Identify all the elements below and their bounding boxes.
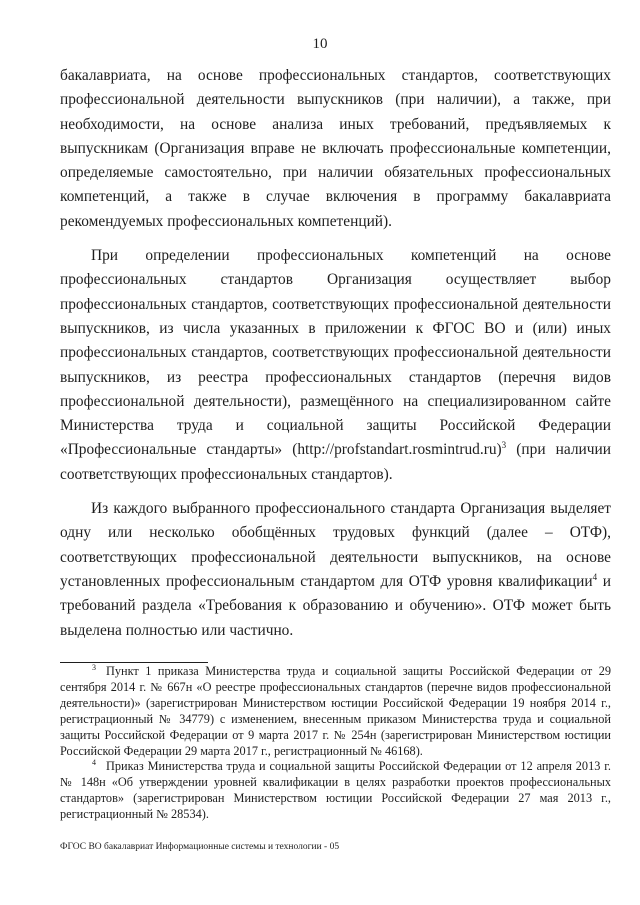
footnote-number: 3 [92, 663, 96, 672]
footnote-number: 4 [92, 758, 96, 768]
paragraph [60, 497, 611, 643]
footnotes [60, 664, 611, 823]
paragraph-text: Из каждого выбранного профессионального стандарта Организация выделяет одну или несколько обобщённых трудовых функций (далее – ОТФ), соответствующих профессиональной деятельности выпускников, на основе установленных профессиональным стандартом для ОТФ уровня квалификации [60, 500, 611, 590]
footnote-ref: 3 [501, 440, 507, 451]
footnote [60, 759, 611, 823]
paragraph-text: При определении профессиональных компетенций на основе профессиональных стандартов Организация осуществляет выбор профессиональных стандартов, соответствующих профессиональной деятельности выпускников, из числа указанных в приложении к ФГОС ВО и (или) иных профессиональных стандартов, соответствующих профессиональной деятельности выпускников, из реестра профессиональных стандартов (перечня видов профессиональной деятельности), размещённого на специализированном сайте Министерства труда и социальной защиты Российской Федерации «Профессиональные стандарты» (http://profstandart.rosmintrud.ru) [60, 247, 611, 459]
main-text [60, 64, 611, 643]
footnote-separator [60, 662, 208, 663]
footnote-text: Пункт 1 приказа Министерства труда и социальной защиты Российской Федерации от 29 сентября 2014 г. № 667н «О реестре профессиональных стандартов (перечне видов профессиональной деятельности)» (зарегистрирован Министерством юстиции Российской Федерации 19 ноября 2014 г., регистрационный № 34779) с изменением, внесенным приказом Министерства труда и социальной защиты Российской Федерации от 9 марта 2017 г. № 254н (зарегистрирован Министерством юстиции Российской Федерации 29 марта 2017 г., регистрационный № 46168). [60, 664, 611, 758]
paragraph-text: бакалавриата, на основе профессиональных стандартов, соответствующих профессиональной деятельности выпускников (при наличии), а также, при необходимости, на основе анализа иных требований, предъявляемых к выпускникам (Организация вправе не включать профессиональные компетенции, определяемые самостоятельно, при наличии обязательных профессиональных компетенций, а также в случае включения в программу бакалавриата рекомендуемых профессиональных компетенций). [60, 67, 611, 230]
footnote-ref: 4 [592, 571, 598, 582]
document-footer: ФГОС ВО бакалавриат Информационные системы и технологии - 05 [60, 842, 340, 852]
paragraph [60, 244, 611, 487]
footnote-text: Приказ Министерства труда и социальной защиты Российской Федерации от 12 апреля 2013 г. № 148н «Об утверждении уровней квалификации в целях разработки проектов профессиональных стандартов» (зарегистрирован Министерством юстиции Российской Федерации 27 мая 2013 г., регистрационный № 28534). [60, 759, 611, 822]
paragraph-text: и требований раздела «Требования к образованию и обучению». ОТФ может быть выделена полностью или частично. [60, 572, 611, 639]
page-number: 10 [312, 36, 328, 52]
paragraph-text: (при наличии соответствующих профессиональных стандартов). [60, 441, 611, 483]
footnote [60, 664, 611, 759]
paragraph [60, 64, 611, 234]
